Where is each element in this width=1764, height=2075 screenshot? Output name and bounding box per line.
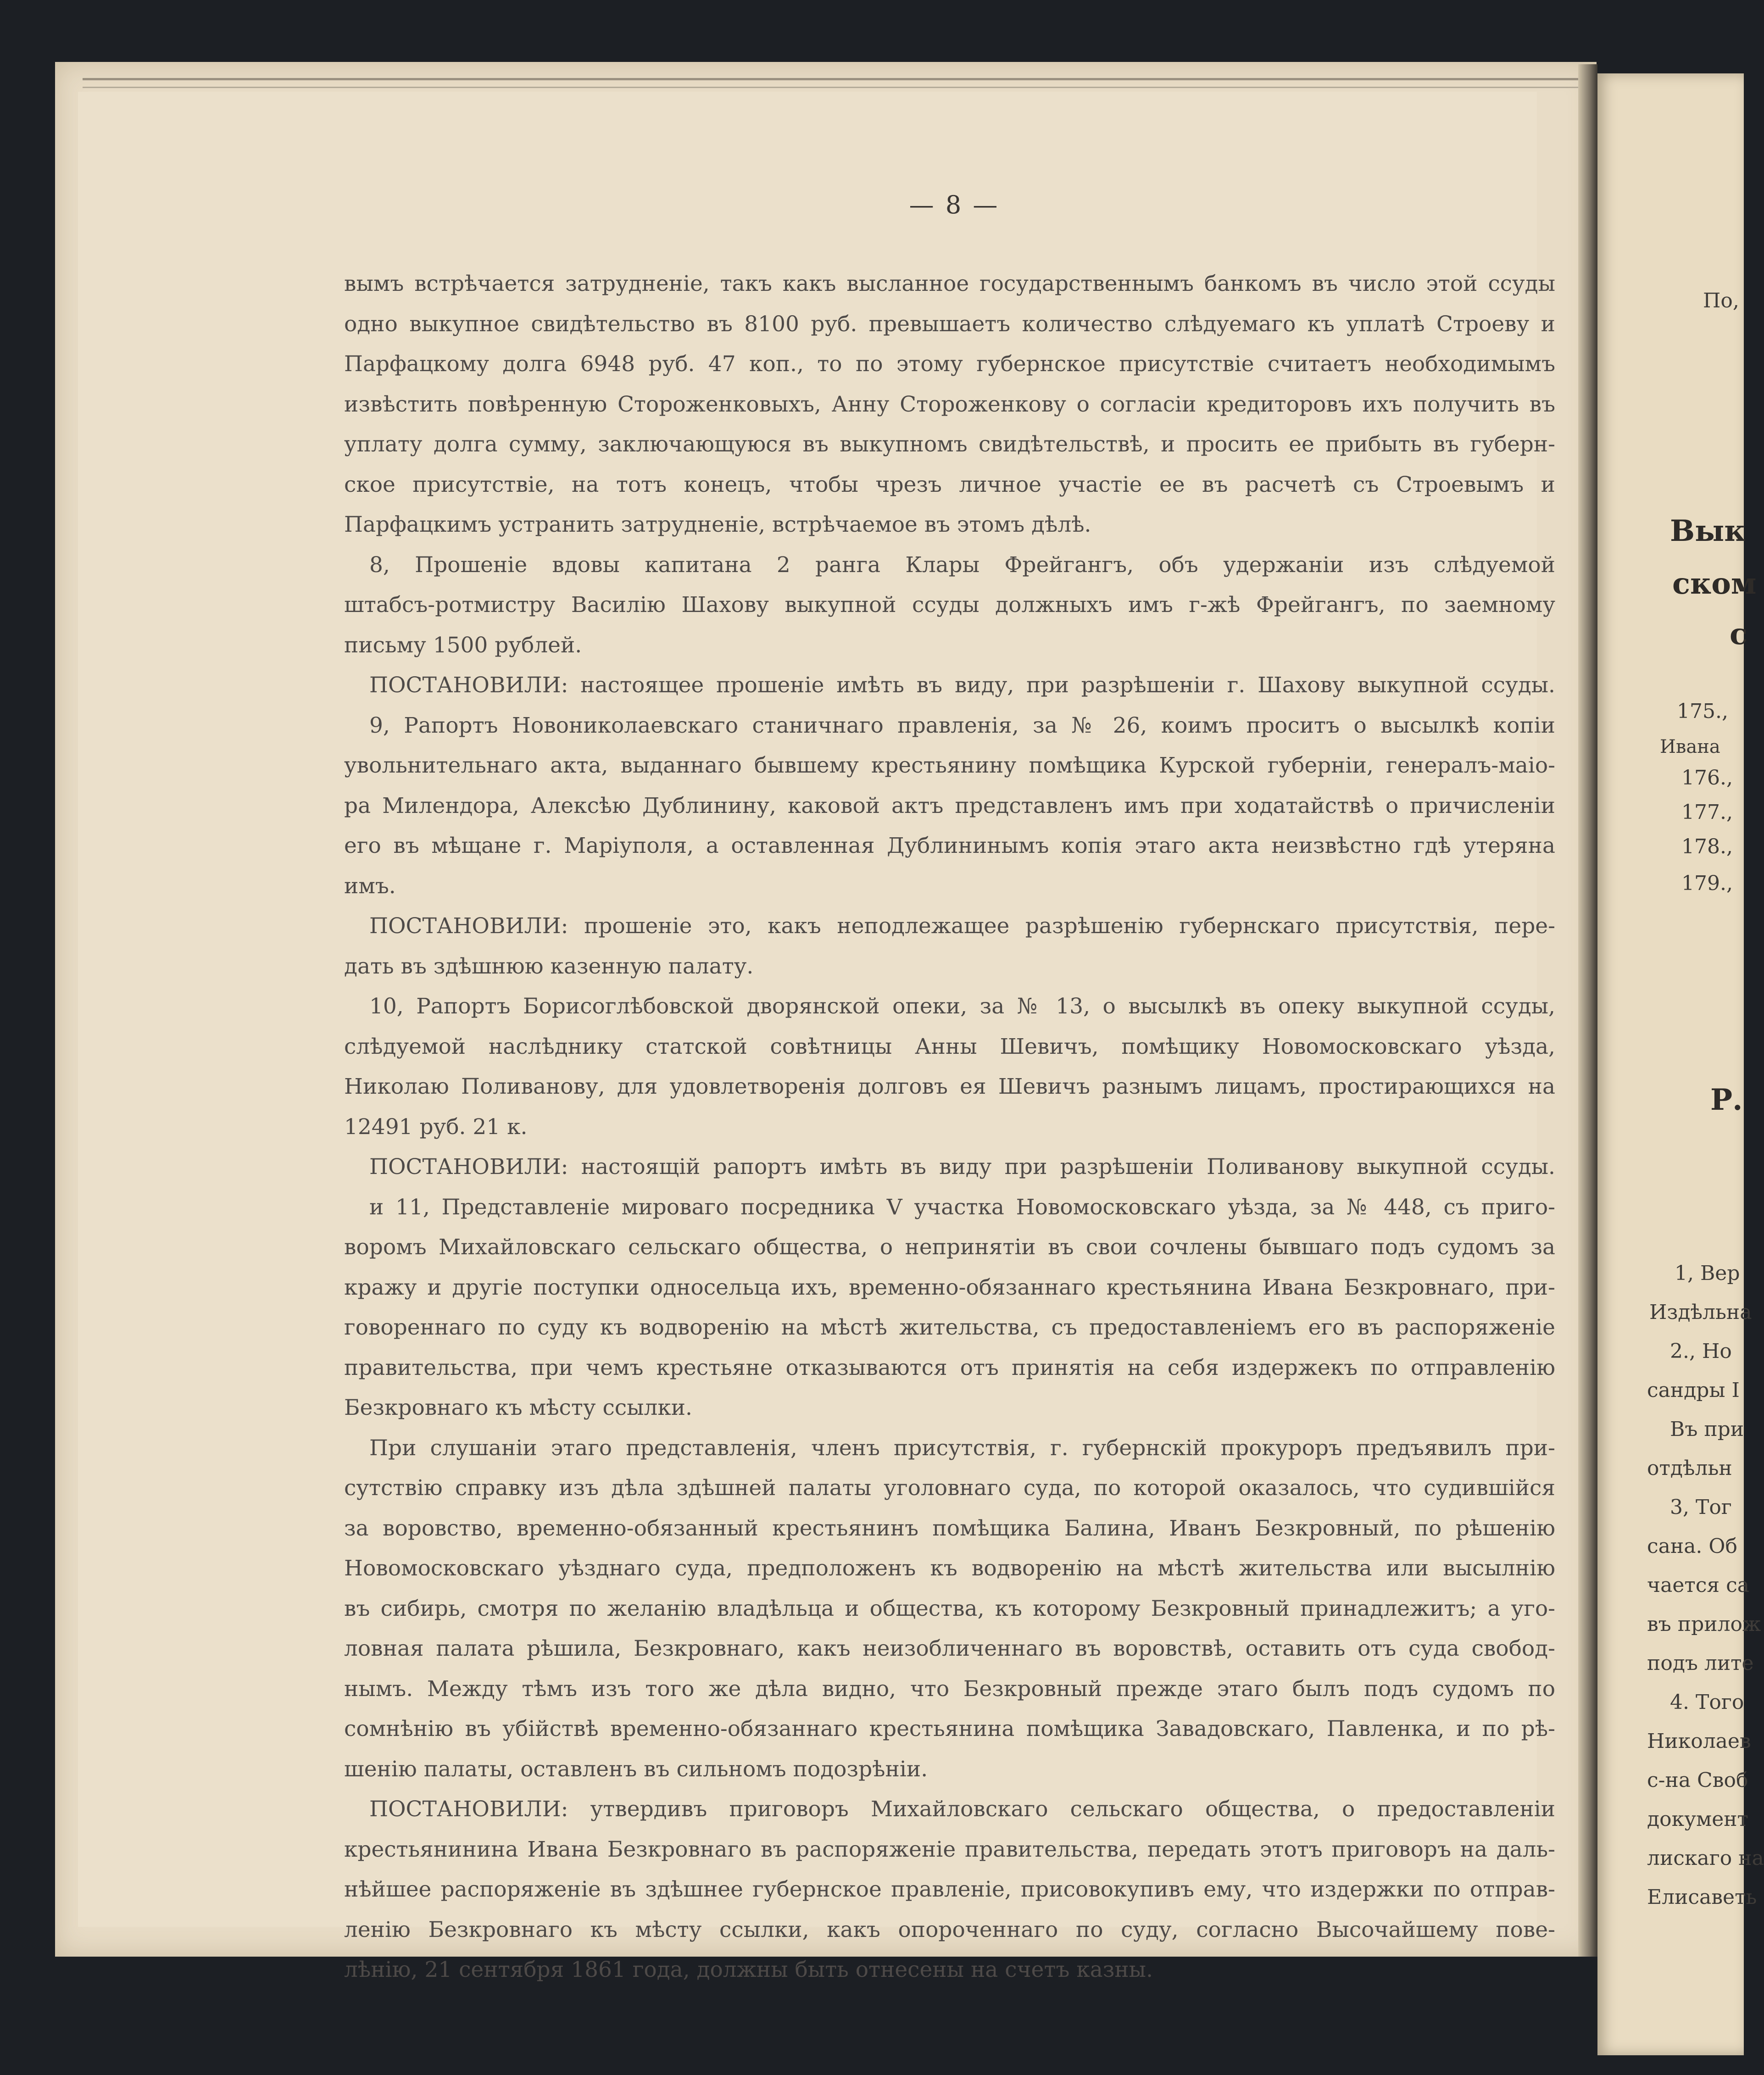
resolution-line: ПОСТАНОВИЛИ: прошеніе это, какъ неподлежащее разрѣшенію губернскаго присутствія, пере- (369, 913, 1555, 939)
text-line: ра Милендора, Алексѣю Дублинину, каковой актъ представленъ имъ при ходатайствѣ о причисленіи (344, 793, 1555, 818)
text-line: дать въ здѣшнюю казенную палату. (344, 953, 754, 979)
text-line: письму 1500 рублей. (344, 632, 582, 658)
resolution-line: ПОСТАНОВИЛИ: настоящее прошеніе имѣть въ виду, при разрѣшеніи г. Шахову выкупной ссуды. (369, 673, 1555, 698)
text-line: увольнительнаго акта, выданнаго бывшему крестьянину помѣщика Курской губерніи, генералъ-маіо- (344, 753, 1555, 778)
text-line: Парфацкому долга 6948 руб. 47 коп., то по этому губернское присутствіе считаетъ необходимымъ (344, 351, 1555, 377)
text-line: его въ мѣщане г. Маріуполя, а оставленная Дублининымъ копія этаго акта неизвѣстно гдѣ утеряна (344, 833, 1555, 858)
right-page-heading-fragment: Р. (1710, 1083, 1743, 1117)
resolution-line: ПОСТАНОВИЛИ: утвердивъ приговоръ Михайловскаго сельскаго общества, о предоставленіи (369, 1797, 1555, 1822)
text-line: ленію Безкровнаго къ мѣсту ссылки, какъ опороченнаго по суду, согласно Высочайшему пове- (344, 1917, 1555, 1942)
right-page-fragment: Издѣльна (1649, 1301, 1752, 1324)
right-page-fragment: Николаев (1647, 1730, 1751, 1753)
right-page-fragment: 179., (1681, 872, 1733, 895)
text-line: крестьянинина Ивана Безкровнаго въ распоряженіе правительства, передать этотъ приговоръ на даль- (344, 1836, 1555, 1862)
right-page (1597, 73, 1744, 2055)
book-gutter (1578, 64, 1597, 1957)
right-page-fragment: 4. Того (1670, 1691, 1744, 1714)
right-page-fragment: Ивана (1660, 736, 1720, 757)
page-top-edge (83, 78, 1587, 88)
text-line: сутствію справку изъ дѣла здѣшней палаты уголовнаго суда, по которой оказалось, что судившійся (344, 1475, 1555, 1501)
right-page-fragment: с-на Своб (1647, 1769, 1748, 1792)
right-page-fragment: 3, Тог (1670, 1496, 1732, 1519)
right-page-fragment: 176., (1681, 766, 1733, 790)
right-page-heading-fragment: Вык (1670, 514, 1746, 548)
right-page-fragment: 1, Вер (1675, 1262, 1740, 1285)
page-number: — 8 — (909, 190, 1000, 219)
right-page-fragment: подъ лите (1647, 1652, 1754, 1675)
text-line: правительства, при чемъ крестьяне отказываются отъ принятія на себя издержекъ по отправленію (344, 1355, 1555, 1380)
right-page-fragment: сана. Об (1647, 1535, 1737, 1558)
text-line: нѣйшее распоряженіе въ здѣшнее губернское правленіе, присовокупивъ ему, что издержки по отправ- (344, 1877, 1555, 1902)
right-page-fragment: чается са (1647, 1574, 1749, 1597)
text-line: за воровство, временно-обязанный крестьянинъ помѣщика Балина, Иванъ Безкровный, по рѣшенію (344, 1515, 1555, 1541)
right-page-fragment: 177., (1681, 801, 1733, 824)
right-page-heading-fragment: с (1730, 617, 1747, 651)
text-line: Новомосковскаго уѣзднаго суда, предположенъ къ водворенію на мѣстѣ жительства или высылнію (344, 1556, 1555, 1581)
text-line: Безкровнаго къ мѣсту ссылки. (344, 1395, 692, 1420)
right-page-fragment: Въ при (1670, 1418, 1744, 1441)
right-page-fragment: въ прилож (1647, 1613, 1761, 1636)
right-page-fragment: 178., (1681, 835, 1733, 858)
right-page-fragment: 175., (1677, 700, 1728, 723)
text-line: одно выкупное свидѣтельство въ 8100 руб. превышаетъ количество слѣдуемаго къ уплатѣ Строеву и (344, 311, 1555, 337)
right-page-fragment: сандры I (1647, 1379, 1740, 1402)
text-line: Николаю Поливанову, для удовлетворенія долговъ ея Шевичъ разнымъ лицамъ, простирающихся на (344, 1074, 1555, 1099)
text-line: ловная палата рѣшила, Безкровнаго, какъ неизобличеннаго въ воровствѣ, оставить отъ суда свобод- (344, 1636, 1555, 1661)
text-line: воромъ Михайловскаго сельскаго общества, о непринятіи въ свои сочлены бывшаго подъ судомъ за (344, 1235, 1555, 1260)
right-page-fragment: лискаго на (1647, 1847, 1764, 1870)
text-line: 12491 руб. 21 к. (344, 1114, 528, 1140)
text-line: въ сибирь, смотря по желанію владѣльца и общества, къ которому Безкровный принадлежитъ; а уго- (344, 1596, 1555, 1621)
text-line: сомнѣнію въ убійствѣ временно-обязаннаго крестьянина помѣщика Завадовскаго, Павленка, и по рѣ- (344, 1716, 1555, 1741)
text-line: шенію палаты, оставленъ въ сильномъ подозрѣніи. (344, 1756, 928, 1782)
item-heading-line: 8, Прошеніе вдовы капитана 2 ранга Клары Фрейгангъ, объ удержаніи изъ слѣдуемой (369, 552, 1555, 578)
right-page-fragment: 2., Но (1670, 1340, 1732, 1363)
right-page-fragment: По, (1703, 289, 1739, 312)
item-heading-line: 9, Рапортъ Новониколаевскаго станичнаго правленія, за № 26, коимъ проситъ о высылкѣ копіи (369, 712, 1555, 738)
right-page-heading-fragment: ском (1672, 567, 1757, 601)
text-line: ское присутствіе, на тотъ конецъ, чтобы чрезъ личное участіе ее въ расчетѣ съ Строевымъ и (344, 472, 1555, 497)
text-line: лѣнію, 21 сентября 1861 года, должны быть отнесены на счетъ казны. (344, 1957, 1153, 1982)
text-line: уплату долга сумму, заключающуюся въ выкупномъ свидѣтельствѣ, и просить ее прибыть въ губерн- (344, 432, 1555, 457)
text-line: кражу и другіе поступки односельца ихъ, временно-обязаннаго крестьянина Ивана Безкровнаго, при- (344, 1274, 1555, 1300)
right-page-fragment: документ (1647, 1808, 1748, 1831)
text-line: имъ. (344, 873, 396, 899)
text-line: нымъ. Между тѣмъ изъ того же дѣла видно, что Безкровный прежде этаго былъ подъ судомъ по (344, 1676, 1555, 1702)
text-line: Парфацкимъ устранить затрудненіе, встрѣчаемое въ этомъ дѣлѣ. (344, 512, 1091, 537)
document-body (344, 264, 1555, 1990)
text-line: штабсъ-ротмистру Василію Шахову выкупной ссуды должныхъ имъ г-жѣ Фрейгангъ, по заемному (344, 592, 1555, 617)
right-page-fragment: Елисаветь (1647, 1886, 1757, 1909)
text-line: вымъ встрѣчается затрудненіе, такъ какъ высланное государственнымъ банкомъ въ число этой ссуды (344, 271, 1555, 296)
item-heading-line: 10, Рапортъ Борисоглѣбовской дворянской опеки, за № 13, о высылкѣ въ опеку выкупной ссуды, (369, 994, 1555, 1019)
text-line: говореннаго по суду къ водворенію на мѣстѣ жительства, съ предоставленіемъ его въ распоряженіе (344, 1315, 1555, 1340)
text-line: слѣдуемой наслѣднику статской совѣтницы Анны Шевичъ, помѣщику Новомосковскаго уѣзда, (344, 1034, 1555, 1059)
text-line: При слушаніи этаго представленія, членъ присутствія, г. губернскій прокуроръ предъявилъ при- (369, 1435, 1555, 1461)
text-line: извѣстить повѣренную Стороженковыхъ, Анну Стороженкову о согласіи кредиторовъ ихъ получить въ (344, 391, 1555, 417)
item-heading-line: и 11, Представленіе мироваго посредника V участка Новомосковскаго уѣзда, за № 448, съ приго- (369, 1194, 1555, 1220)
right-page-fragment: отдѣльн (1647, 1457, 1732, 1480)
resolution-line: ПОСТАНОВИЛИ: настоящій рапортъ имѣть въ виду при разрѣшеніи Поливанову выкупной ссуды. (369, 1154, 1555, 1179)
